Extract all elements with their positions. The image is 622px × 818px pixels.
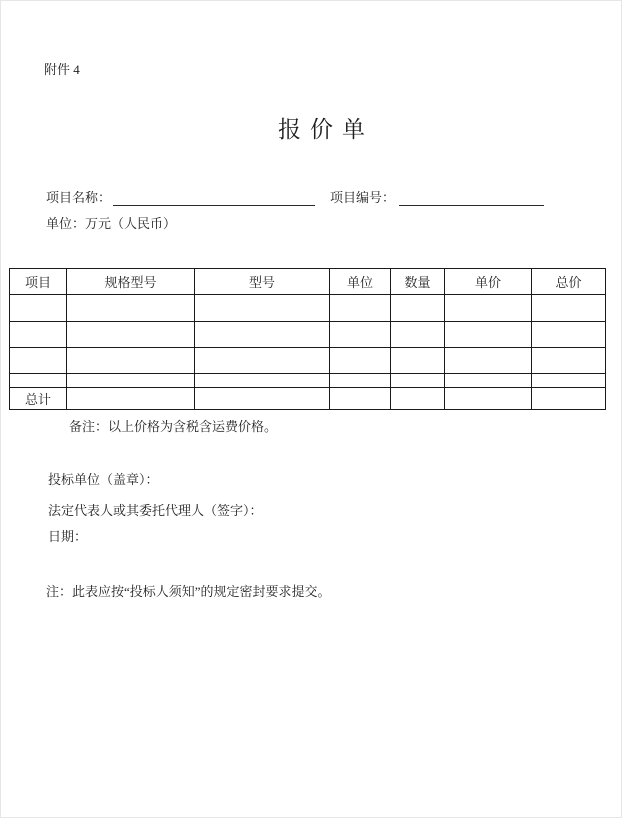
empty-cell [532,348,606,374]
date-line: 日期： [48,529,88,544]
empty-cell [391,388,445,410]
col-header-quantity: 数量 [391,269,445,295]
empty-cell [10,374,67,388]
empty-cell [445,388,532,410]
empty-cell [67,348,195,374]
empty-cell [445,348,532,374]
empty-cell [532,374,606,388]
empty-cell [391,322,445,348]
empty-cell [10,348,67,374]
project-code-label: 项目编号： [330,190,396,205]
empty-cell [330,295,391,322]
empty-cell [330,322,391,348]
table-row [10,295,606,322]
empty-cell [532,388,606,410]
col-header-model: 型号 [195,269,330,295]
empty-cell [391,374,445,388]
empty-cell [195,322,330,348]
total-row-label: 总计 [10,388,67,410]
legal-representative-line: 法定代表人或其委托代理人（签字）： [48,503,263,518]
empty-cell [195,295,330,322]
currency-unit-note: 单位：万元（人民币） [46,216,177,231]
empty-cell [67,322,195,348]
empty-cell [391,295,445,322]
submission-footnote: 注：此表应按“投标人须知”的规定密封要求提交。 [46,584,331,599]
table-row-thin [10,374,606,388]
table-total-row [10,388,606,410]
project-name-blank [113,190,315,206]
col-header-unit-price: 单价 [445,269,532,295]
empty-cell [445,374,532,388]
empty-cell [445,295,532,322]
empty-cell [330,374,391,388]
empty-cell [330,388,391,410]
empty-cell [532,322,606,348]
col-header-unit: 单位 [330,269,391,295]
col-header-item: 项目 [10,269,67,295]
table-header-row [10,269,606,295]
table-row [10,348,606,374]
document-title: 报价单 [278,117,374,142]
empty-cell [330,348,391,374]
empty-cell [67,374,195,388]
attachment-label: 附件 4 [44,62,80,77]
empty-cell [195,374,330,388]
project-code-blank [399,190,544,206]
empty-cell [195,388,330,410]
empty-cell [532,295,606,322]
empty-cell [445,322,532,348]
empty-cell [391,348,445,374]
quotation-table [9,268,606,410]
project-fields-row [46,187,544,206]
empty-cell [10,295,67,322]
col-header-total-price: 总价 [532,269,606,295]
empty-cell [67,388,195,410]
bidder-seal-line: 投标单位（盖章）： [48,472,159,487]
table-row [10,322,606,348]
empty-cell [10,322,67,348]
empty-cell [195,348,330,374]
project-name-label: 项目名称： [46,190,112,205]
price-remark: 备注：以上价格为含税含运费价格。 [69,419,278,434]
col-header-spec-model: 规格型号 [67,269,195,295]
empty-cell [67,295,195,322]
